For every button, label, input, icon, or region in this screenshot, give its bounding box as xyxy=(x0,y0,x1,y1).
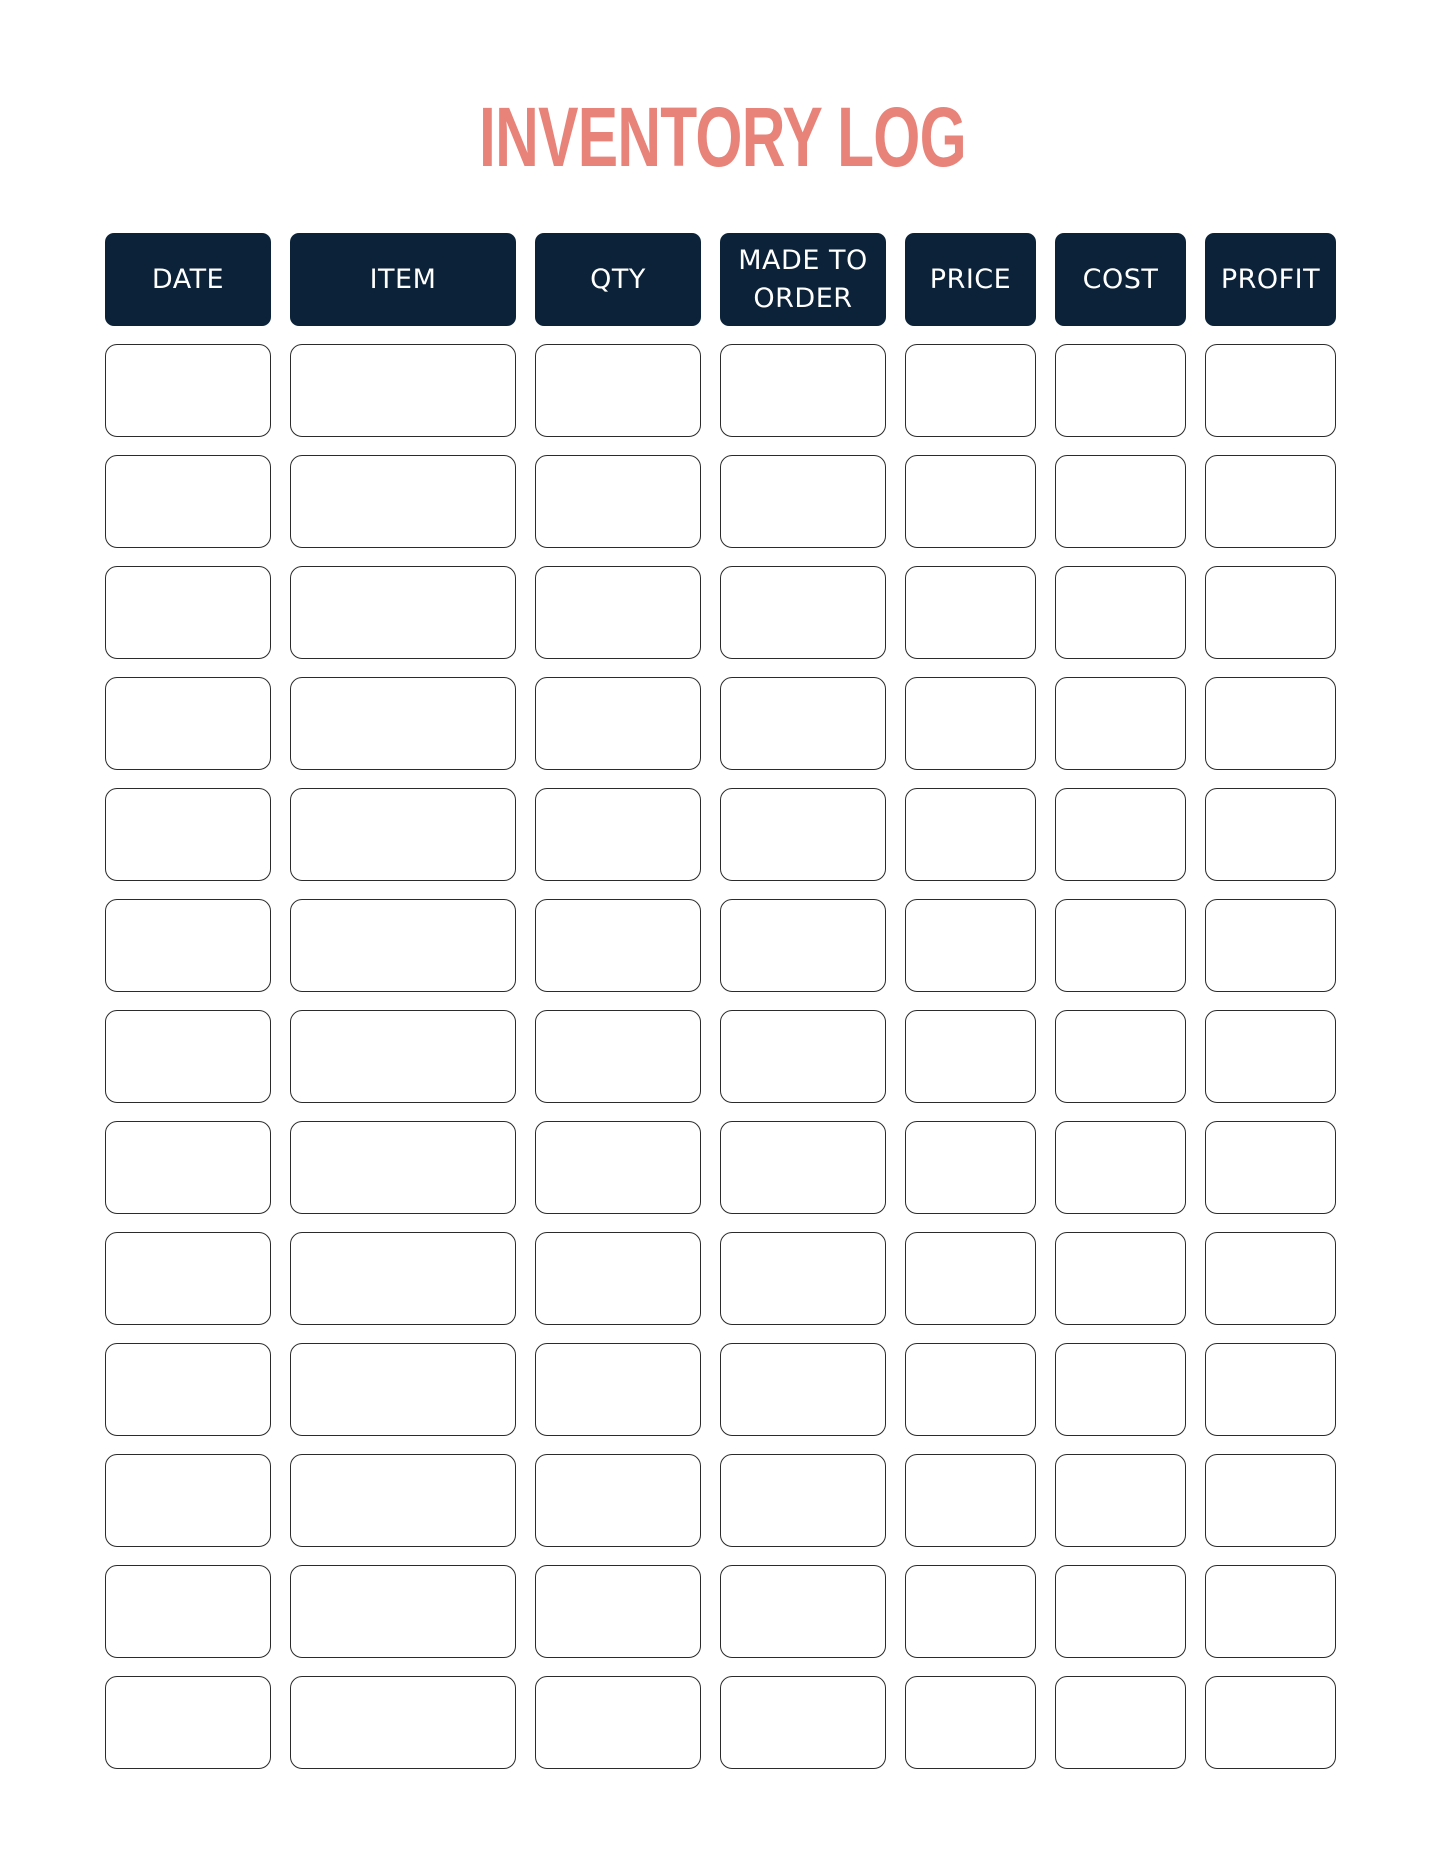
table-cell-cost[interactable] xyxy=(1055,1010,1186,1103)
table-cell-date[interactable] xyxy=(105,344,271,437)
column-header-qty: QTY xyxy=(535,233,701,326)
table-cell-cost[interactable] xyxy=(1055,899,1186,992)
table-cell-qty[interactable] xyxy=(535,1343,701,1436)
table-cell-item[interactable] xyxy=(290,788,516,881)
table-cell-price[interactable] xyxy=(905,1565,1036,1658)
table-cell-price[interactable] xyxy=(905,1121,1036,1214)
table-cell-item[interactable] xyxy=(290,455,516,548)
table-cell-made-to-order[interactable] xyxy=(720,344,886,437)
table-cell-made-to-order[interactable] xyxy=(720,1232,886,1325)
column-header-price: PRICE xyxy=(905,233,1036,326)
table-cell-profit[interactable] xyxy=(1205,899,1336,992)
table-cell-date[interactable] xyxy=(105,1232,271,1325)
table-cell-qty[interactable] xyxy=(535,788,701,881)
table-cell-price[interactable] xyxy=(905,1343,1036,1436)
table-cell-cost[interactable] xyxy=(1055,566,1186,659)
table-cell-item[interactable] xyxy=(290,1565,516,1658)
table-cell-item[interactable] xyxy=(290,899,516,992)
table-cell-profit[interactable] xyxy=(1205,1343,1336,1436)
table-cell-profit[interactable] xyxy=(1205,1121,1336,1214)
table-cell-item[interactable] xyxy=(290,1343,516,1436)
table-cell-profit[interactable] xyxy=(1205,566,1336,659)
table-cell-made-to-order[interactable] xyxy=(720,1676,886,1769)
table-cell-made-to-order[interactable] xyxy=(720,1010,886,1103)
table-cell-made-to-order[interactable] xyxy=(720,1565,886,1658)
table-cell-item[interactable] xyxy=(290,566,516,659)
table-cell-made-to-order[interactable] xyxy=(720,899,886,992)
table-cell-made-to-order[interactable] xyxy=(720,788,886,881)
table-cell-date[interactable] xyxy=(105,566,271,659)
column-header-cost: COST xyxy=(1055,233,1186,326)
table-cell-price[interactable] xyxy=(905,677,1036,770)
table-cell-cost[interactable] xyxy=(1055,344,1186,437)
table-cell-profit[interactable] xyxy=(1205,1010,1336,1103)
page-title: INVENTORY LOG xyxy=(479,90,966,184)
table-cell-price[interactable] xyxy=(905,1454,1036,1547)
table-cell-date[interactable] xyxy=(105,1454,271,1547)
table-cell-profit[interactable] xyxy=(1205,1454,1336,1547)
table-cell-item[interactable] xyxy=(290,1454,516,1547)
table-cell-date[interactable] xyxy=(105,677,271,770)
table-cell-date[interactable] xyxy=(105,899,271,992)
table-cell-item[interactable] xyxy=(290,1676,516,1769)
table-cell-made-to-order[interactable] xyxy=(720,1343,886,1436)
table-cell-profit[interactable] xyxy=(1205,1232,1336,1325)
table-cell-qty[interactable] xyxy=(535,1454,701,1547)
table-cell-cost[interactable] xyxy=(1055,1121,1186,1214)
table-cell-date[interactable] xyxy=(105,1565,271,1658)
table-cell-made-to-order[interactable] xyxy=(720,455,886,548)
table-cell-item[interactable] xyxy=(290,677,516,770)
table-cell-item[interactable] xyxy=(290,1010,516,1103)
table-cell-date[interactable] xyxy=(105,1121,271,1214)
table-cell-item[interactable] xyxy=(290,344,516,437)
table-cell-cost[interactable] xyxy=(1055,677,1186,770)
table-cell-cost[interactable] xyxy=(1055,1676,1186,1769)
table-cell-profit[interactable] xyxy=(1205,1676,1336,1769)
inventory-table xyxy=(105,233,1336,1769)
table-cell-date[interactable] xyxy=(105,455,271,548)
table-cell-qty[interactable] xyxy=(535,455,701,548)
table-cell-qty[interactable] xyxy=(535,1121,701,1214)
table-cell-price[interactable] xyxy=(905,344,1036,437)
table-cell-made-to-order[interactable] xyxy=(720,1121,886,1214)
table-cell-qty[interactable] xyxy=(535,899,701,992)
column-header-made-to-order: MADE TO ORDER xyxy=(720,233,886,326)
table-cell-qty[interactable] xyxy=(535,344,701,437)
table-cell-date[interactable] xyxy=(105,1676,271,1769)
table-cell-price[interactable] xyxy=(905,788,1036,881)
table-cell-price[interactable] xyxy=(905,1676,1036,1769)
table-cell-profit[interactable] xyxy=(1205,344,1336,437)
table-cell-date[interactable] xyxy=(105,1010,271,1103)
table-cell-price[interactable] xyxy=(905,899,1036,992)
table-cell-made-to-order[interactable] xyxy=(720,677,886,770)
table-cell-qty[interactable] xyxy=(535,1565,701,1658)
table-cell-price[interactable] xyxy=(905,1010,1036,1103)
table-cell-made-to-order[interactable] xyxy=(720,1454,886,1547)
table-cell-cost[interactable] xyxy=(1055,1565,1186,1658)
table-cell-cost[interactable] xyxy=(1055,1343,1186,1436)
table-cell-price[interactable] xyxy=(905,1232,1036,1325)
table-cell-qty[interactable] xyxy=(535,566,701,659)
table-cell-cost[interactable] xyxy=(1055,788,1186,881)
table-cell-item[interactable] xyxy=(290,1232,516,1325)
table-cell-date[interactable] xyxy=(105,788,271,881)
table-cell-profit[interactable] xyxy=(1205,455,1336,548)
column-header-profit: PROFIT xyxy=(1205,233,1336,326)
table-cell-price[interactable] xyxy=(905,455,1036,548)
table-cell-profit[interactable] xyxy=(1205,1565,1336,1658)
table-cell-qty[interactable] xyxy=(535,1010,701,1103)
table-cell-qty[interactable] xyxy=(535,1232,701,1325)
table-cell-cost[interactable] xyxy=(1055,1454,1186,1547)
table-cell-price[interactable] xyxy=(905,566,1036,659)
table-cell-qty[interactable] xyxy=(535,677,701,770)
table-cell-cost[interactable] xyxy=(1055,1232,1186,1325)
table-cell-cost[interactable] xyxy=(1055,455,1186,548)
table-cell-profit[interactable] xyxy=(1205,677,1336,770)
column-header-date: DATE xyxy=(105,233,271,326)
column-header-item: ITEM xyxy=(290,233,516,326)
table-cell-qty[interactable] xyxy=(535,1676,701,1769)
table-cell-item[interactable] xyxy=(290,1121,516,1214)
table-cell-date[interactable] xyxy=(105,1343,271,1436)
table-cell-made-to-order[interactable] xyxy=(720,566,886,659)
table-cell-profit[interactable] xyxy=(1205,788,1336,881)
